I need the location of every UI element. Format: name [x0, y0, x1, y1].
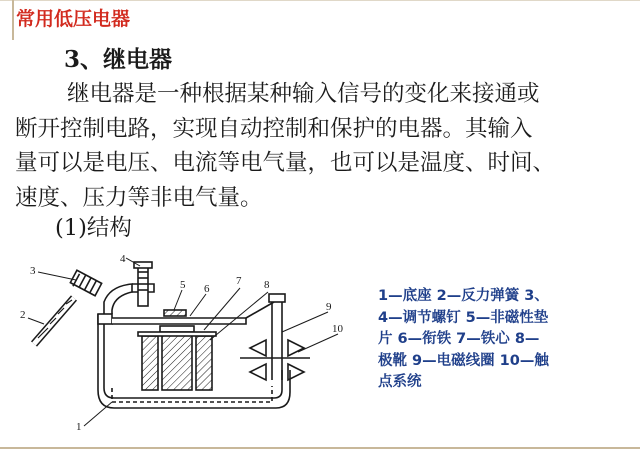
top-border [0, 0, 640, 1]
paragraph-line: 量可以是电压、电流等电气量，也可以是温度、时间、 [15, 150, 556, 176]
part-label: 9 [326, 301, 332, 313]
part-label: 10 [332, 323, 343, 335]
paragraph-line: 速度、压力等非电气量。 [15, 184, 263, 211]
paragraph-line: 断开控制电路，实现自动控制和保护的电器。其输入 [15, 115, 533, 142]
relay-structure-diagram [14, 252, 366, 444]
part-label: 3 [30, 265, 36, 277]
part-label: 1 [76, 421, 82, 433]
parts-legend [378, 286, 610, 394]
part-label: 4 [120, 253, 126, 265]
part-label: 5 [180, 279, 186, 291]
part-label: 6 [204, 283, 210, 295]
legend-line: 点系统 [378, 374, 422, 390]
description-paragraph [15, 77, 630, 215]
bottom-border [0, 447, 640, 449]
left-accent-bar [12, 0, 14, 40]
part-label: 8 [264, 279, 270, 291]
part-label: 2 [20, 309, 26, 321]
armature-6 [112, 302, 274, 324]
section-heading: 3、继电器 [64, 46, 173, 73]
adjusting-screw-3 [70, 270, 101, 296]
paragraph-line: 继电器是一种根据某种输入信号的变化来接通或 [67, 81, 540, 107]
legend-line: 1—底座 2—反力弹簧 3、 [378, 288, 549, 304]
header-title: 常用低压电器 [16, 8, 131, 30]
legend-line: 片 6—衔铁 7—铁心 8— [378, 331, 540, 347]
legend-line: 4—调节螺钉 5—非磁性垫 [378, 309, 549, 326]
reaction-spring-2 [34, 298, 74, 344]
structure-heading: (1)结构 [55, 215, 132, 241]
legend-line: 极靴 9—电磁线圈 10—触 [378, 352, 549, 369]
part-label: 7 [236, 275, 242, 287]
